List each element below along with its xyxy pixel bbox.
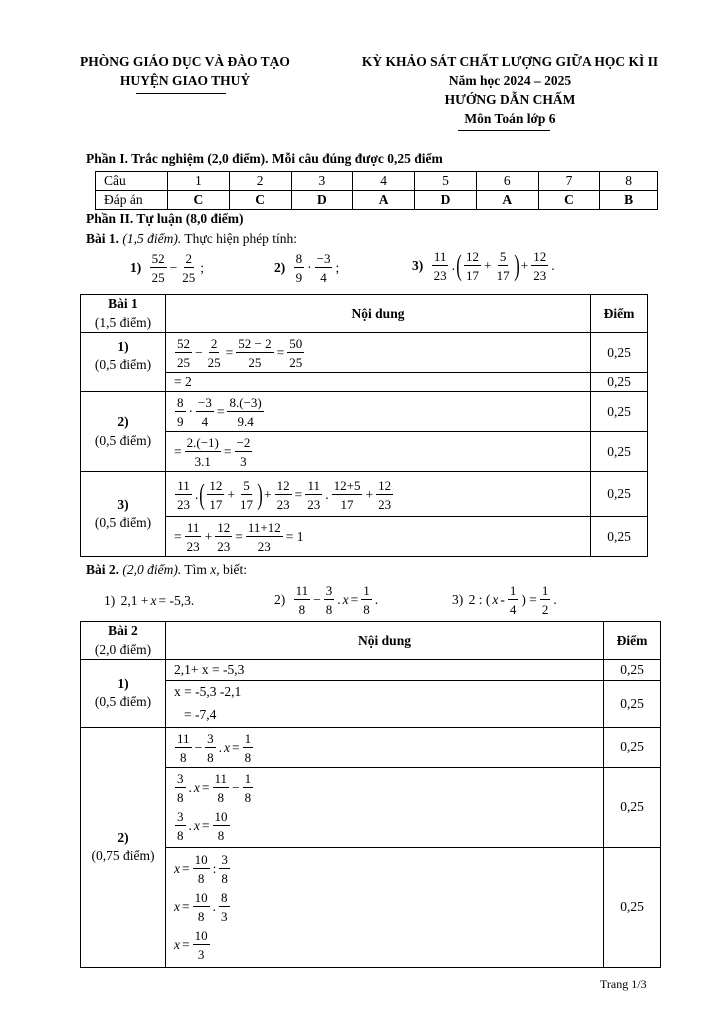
bai2-var: x [210,562,217,577]
bai2-task-end: , biết: [216,562,248,577]
bai1-problem-1: 1) $\frac{52}{25}$ − $\frac{2}{25}$ ; [130,251,205,285]
bai2-score: (2,0 điểm). [122,562,182,577]
item-number: 1) [104,593,116,608]
score-cell: 0,25 [591,333,648,373]
part-points: (0,75 điểm) [91,848,155,864]
subject-title: Môn Toán lớp 6 [464,111,556,126]
score-cell: 0,25 [604,847,661,967]
answer-cell: A [476,191,538,210]
question-row [96,172,658,191]
score-cell: 0,25 [604,767,661,847]
q-cell: 7 [538,172,600,191]
bai2-table [80,621,661,968]
school-year: Năm học 2024 – 2025 [448,73,572,88]
header-underline-left [136,93,226,94]
item-number: 1) [130,260,142,275]
content-cell: $\frac{52}{25}$ − $\frac{2}{25}$ = $\frac{52 - 2}{25}$ = $\frac{50}{25}$ [166,333,591,373]
answer-cell: B [600,191,658,210]
content-cell: x = $\frac{10}{8}$ : $\frac{3}{8}$ x = $\frac{10}{8}$ . $\frac{8}{3}$ x = $\frac{10}{3}$ [166,847,604,967]
page-number: Trang 1/3 [600,977,647,991]
answer-row-label: Đáp án [96,191,168,210]
score-header: Điểm [604,622,661,660]
answer-row [96,191,658,210]
part2-title: Phần II. Tự luận (8,0 điểm) [86,211,244,226]
q-cell: 3 [291,172,353,191]
q-cell: 8 [600,172,658,191]
answer-cell: C [168,191,230,210]
part-number: 2) [117,830,129,846]
item-number: 3) [412,258,424,273]
content-cell: $\frac{3}{8}$ . x = $\frac{11}{8}$ − $\frac{1}{8}$ $\frac{3}{8}$ . x = $\frac{10}{8}$ [166,767,604,847]
step-line: = -7,4 [184,706,217,722]
item-number: 2) [274,260,286,275]
part-points: (0,5 điểm) [94,515,152,530]
part-label-1 [81,660,166,728]
part-points: (0,5 điểm) [94,432,152,448]
score-header: Điểm [591,295,648,333]
header-label: Bài 2 [108,623,138,639]
score-cell: 0,25 [604,727,661,767]
score-cell: 0,25 [591,373,648,392]
bai1-heading [86,231,297,247]
part-number: 1) [117,676,129,692]
content-header: Nội dung [166,622,604,660]
header-points: (1,5 điểm) [94,314,152,330]
q-cell: 5 [415,172,477,191]
bai1-problem-3: 3) $\frac{11}{23}$ . ( $\frac{12}{17}$ + $\frac{5}{17}$ ) + $\frac{12}{23}$ . [412,249,555,283]
bai1-table [80,294,648,557]
q-cell: 2 [229,172,291,191]
header-underline-right [458,130,550,131]
part-label-3 [81,472,166,557]
content-cell: = $\frac{11}{23}$ + $\frac{12}{23}$ = $\frac{11+12}{23}$ = 1 [166,517,591,557]
bai2-task: Tìm [184,562,207,577]
part-number: 1) [117,339,129,354]
guide-title: HƯỚNG DẪN CHẤM [444,92,576,107]
q-cell: 1 [168,172,230,191]
score-cell: 0,25 [591,472,648,517]
header-label: Bài 1 [108,296,138,312]
content-cell: $\frac{11}{8}$ − $\frac{3}{8}$ . x = $\frac{1}{8}$ [166,727,604,767]
bai2-problem-2: 2) $\frac{11}{8}$ − $\frac{3}{8}$ . x = $\frac{1}{8}$ . [274,583,379,617]
part1-title: Phần I. Trắc nghiệm (2,0 điểm). Mỗi câu đúng được 0,25 điểm [86,151,443,166]
content-cell: $\frac{11}{23}$ . ( $\frac{12}{17}$ + $\frac{5}{17}$ ) + $\frac{12}{23}$ = $\frac{11}{23}$ . $\frac{12+5}{17}$ + $\frac{12}{23}$ [166,472,591,517]
content-cell: = 2 [166,373,591,392]
part-number: 3) [117,496,129,512]
bai1-task: Thực hiện phép tính: [184,231,298,246]
bai1-label: Bài 1. [86,231,120,246]
part-points: (0,5 điểm) [94,357,152,373]
part-label-2 [81,392,166,472]
part-number: 2) [117,414,129,430]
bai2-label: Bài 2. [86,562,120,577]
bai1-problem-2: 2) $\frac{8}{9}$ · $\frac{-3}{4}$ ; [274,251,340,285]
content-cell: = $\frac{2.(-1)}{3.1}$ = $\frac{-2}{3}$ [166,432,591,472]
content-cell: 2,1+ x = -5,3 [166,660,604,681]
answer-cell: D [291,191,353,210]
score-cell: 0,25 [591,432,648,472]
part-label-2 [81,727,166,967]
answer-cell: C [229,191,291,210]
answer-table [95,171,658,210]
dept-name: PHÒNG GIÁO DỤC VÀ ĐÀO TẠO [80,54,290,69]
q-cell: 6 [476,172,538,191]
district-name: HUYỆN GIAO THUỶ [119,73,251,88]
part-points: (0,5 điểm) [94,694,152,710]
score-cell: 0,25 [604,681,661,728]
step-line: x = -5,3 -2,1 [174,684,242,699]
bai2-problem-3: 3) 2 : ( x - $\frac{1}{4}$ ) = $\frac{1}{2}$ . [452,583,557,617]
answer-cell: D [415,191,477,210]
bai2-problem-1: 1) 2,1 + x = -5,3. [104,593,195,608]
score-cell: 0,25 [604,660,661,681]
bai2-heading [86,562,247,578]
score-cell: 0,25 [591,392,648,432]
exam-title: KỲ KHẢO SÁT CHẤT LƯỢNG GIỮA HỌC KÌ II [361,54,659,69]
answer-cell: C [538,191,600,210]
item-number: 2) [274,592,286,607]
question-row-label: Câu [96,172,168,191]
part-label-1 [81,333,166,392]
bai2-header-cell [81,622,166,660]
content-cell [166,681,604,728]
item-number: 3) [452,592,464,607]
q-cell: 4 [353,172,415,191]
bai1-header-cell [81,295,166,333]
bai1-score: (1,5 điểm). [122,231,182,246]
score-cell: 0,25 [591,517,648,557]
answer-cell: A [353,191,415,210]
header-points: (2,0 điểm) [94,641,152,657]
content-header: Nội dung [166,295,591,333]
content-cell: $\frac{8}{9}$ · $\frac{-3}{4}$ = $\frac{8.(-3)}{9.4}$ [166,392,591,432]
